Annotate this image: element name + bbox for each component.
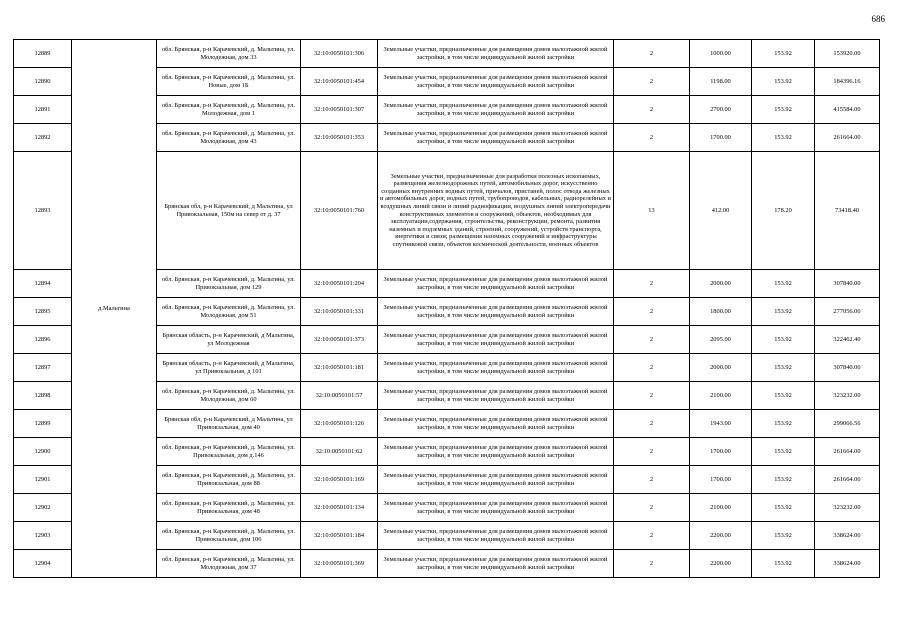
cadastral-number: 32:10:0050101:169 [301, 466, 378, 494]
table-body [14, 40, 880, 578]
cadastral-number: 32:10:0050101:181 [301, 354, 378, 382]
address-cell: обл. Брянская, р-н Карачевский, д. Мальтина, ул. Привокзальная, дом д.146 [157, 438, 301, 466]
group-number: 2 [614, 550, 690, 578]
cadastral-value: 153920.00 [815, 40, 880, 68]
land-purpose: Земельные участки, предназначенные для размещения домов малоэтажной жилой застройки, в том числе индивидуальной жилой застройки [378, 40, 614, 68]
cadastral-value: 277056.00 [815, 298, 880, 326]
row-number: 12896 [14, 326, 72, 354]
land-purpose: Земельные участки, предназначенные для размещения домов малоэтажной жилой застройки, в том числе индивидуальной жилой застройки [378, 410, 614, 438]
page-number: 686 [871, 14, 885, 24]
group-number: 2 [614, 410, 690, 438]
cadastral-value: 261664.00 [815, 124, 880, 152]
cadastral-value: 323232.00 [815, 494, 880, 522]
land-purpose: Земельные участки, предназначенные для размещения домов малоэтажной жилой застройки, в том числе индивидуальной жилой застройки [378, 494, 614, 522]
address-cell: Брянская обл, р-н Карачевский, д Мальтина, ул Привокзальная, дом 40 [157, 410, 301, 438]
area-value: 2095.00 [690, 326, 752, 354]
cadastral-number: 32:10:0050101:353 [301, 124, 378, 152]
land-purpose: Земельные участки, предназначенные для размещения домов малоэтажной жилой застройки, в том числе индивидуальной жилой застройки [378, 68, 614, 96]
cadastral-number: 32:10:0050101:760 [301, 152, 378, 270]
group-number: 2 [614, 354, 690, 382]
area-value: 1700.00 [690, 466, 752, 494]
cadastral-value: 307840.00 [815, 270, 880, 298]
address-cell: обл. Брянская, р-н Карачевский, д. Мальтина, ул. Молодежная, дом 1 [157, 96, 301, 124]
land-purpose: Земельные участки, предназначенные для размещения домов малоэтажной жилой застройки, в том числе индивидуальной жилой застройки [378, 522, 614, 550]
address-cell: обл. Брянская, р-н Карачевский, д. Мальтина, ул. Молодежная, дом 43 [157, 124, 301, 152]
cadastral-number: 32:10:0050101:184 [301, 522, 378, 550]
group-number: 2 [614, 68, 690, 96]
specific-value: 153.92 [752, 354, 815, 382]
group-number: 2 [614, 270, 690, 298]
land-purpose: Земельные участки, предназначенные для размещения домов малоэтажной жилой застройки, в том числе индивидуальной жилой застройки [378, 550, 614, 578]
cadastral-number: 32:10:0050101:454 [301, 68, 378, 96]
address-cell: Брянская область, р-н Карачевский, д Мальтина, ул Привокзальная, д 101 [157, 354, 301, 382]
row-number: 12892 [14, 124, 72, 152]
land-purpose: Земельные участки, предназначенные для размещения домов малоэтажной жилой застройки, в том числе индивидуальной жилой застройки [378, 466, 614, 494]
cadastral-value-table [13, 39, 880, 578]
area-value: 2200.00 [690, 522, 752, 550]
land-purpose: Земельные участки, предназначенные для разработки полезных ископаемых, размещения железнодорожных путей, автомобильных дорог, искусственно созданных внутренних водных путей, причалов, пристаней, полос отвода железных и автомобильных дорог, водных путей, трубопроводов, кабельных, радиорелейных и воздушных линий связи и линий радиофикации, воздушных линий электропередачи конструктивных элементов и сооружений, объектов, необходимых для эксплуатации,содержания, строительства, реконструкции, ремонта, развития наземных и подземных зданий, строений, сооружений, устройств транспорта, энергетики и связи; размещения наземных сооружений и инфраструктуры спутниковой связи, объектов космической деятельности, военных объектов [378, 152, 614, 270]
specific-value: 153.92 [752, 522, 815, 550]
row-number: 12894 [14, 270, 72, 298]
cadastral-value: 307840.00 [815, 354, 880, 382]
row-number: 12899 [14, 410, 72, 438]
area-value: 1943.00 [690, 410, 752, 438]
land-purpose: Земельные участки, предназначенные для размещения домов малоэтажной жилой застройки, в том числе индивидуальной жилой застройки [378, 382, 614, 410]
area-value: 1000.00 [690, 40, 752, 68]
row-number: 12893 [14, 152, 72, 270]
specific-value: 153.92 [752, 326, 815, 354]
land-purpose: Земельные участки, предназначенные для размещения домов малоэтажной жилой застройки, в том числе индивидуальной жилой застройки [378, 124, 614, 152]
specific-value: 153.92 [752, 124, 815, 152]
land-purpose: Земельные участки, предназначенные для размещения домов малоэтажной жилой застройки, в том числе индивидуальной жилой застройки [378, 354, 614, 382]
group-number: 2 [614, 438, 690, 466]
row-number: 12889 [14, 40, 72, 68]
address-cell: обл. Брянская, р-н Карачевский, д. Мальтина, ул. Молодежная, дом 60 [157, 382, 301, 410]
cadastral-number: 32:10:0050101:62 [301, 438, 378, 466]
address-cell: Брянская область, р-н Карачевский, д Мальтина, ул Молодежная [157, 326, 301, 354]
group-number: 2 [614, 494, 690, 522]
area-value: 1198.00 [690, 68, 752, 96]
table-row [14, 40, 880, 68]
group-number: 2 [614, 522, 690, 550]
specific-value: 178.20 [752, 152, 815, 270]
area-value: 2000.00 [690, 270, 752, 298]
cadastral-number: 32:10:0050101:331 [301, 298, 378, 326]
address-cell: Брянская обл, р-н Карачевский, д Мальтина, ул Привокзальная, 150м на север от д. 37 [157, 152, 301, 270]
row-number: 12890 [14, 68, 72, 96]
specific-value: 153.92 [752, 410, 815, 438]
locality-cell: д.Мальтина [72, 40, 157, 578]
group-number: 2 [614, 40, 690, 68]
address-cell: обл. Брянская, р-н Карачевский, д. Мальтина, ул. Привокзальная, дом 129 [157, 270, 301, 298]
area-value: 2100.00 [690, 494, 752, 522]
address-cell: обл. Брянская, р-н Карачевский, д. Мальтина, ул. Молодежная, дом 37 [157, 550, 301, 578]
cadastral-number: 32:10:0050101:306 [301, 40, 378, 68]
land-purpose: Земельные участки, предназначенные для размещения домов малоэтажной жилой застройки, в том числе индивидуальной жилой застройки [378, 96, 614, 124]
cadastral-value: 299066.56 [815, 410, 880, 438]
cadastral-value: 323232.00 [815, 382, 880, 410]
cadastral-value: 338624.00 [815, 550, 880, 578]
address-cell: обл. Брянская, р-н Карачевский, д. Мальтина, ул. Привокзальная, дом 106 [157, 522, 301, 550]
row-number: 12895 [14, 298, 72, 326]
area-value: 412.00 [690, 152, 752, 270]
group-number: 2 [614, 326, 690, 354]
row-number: 12903 [14, 522, 72, 550]
specific-value: 153.92 [752, 550, 815, 578]
row-number: 12902 [14, 494, 72, 522]
address-cell: обл. Брянская, р-н Карачевский, д. Мальтина, ул. Привокзальная, дом 88 [157, 466, 301, 494]
cadastral-number: 32:10:0050101:369 [301, 550, 378, 578]
address-cell: обл. Брянская, р-н Карачевский, д. Мальтина, ул. Новые, дом 1Б [157, 68, 301, 96]
area-value: 1700.00 [690, 438, 752, 466]
cadastral-number: 32:10:0050101:57 [301, 382, 378, 410]
cadastral-number: 32:10:0050101:204 [301, 270, 378, 298]
group-number: 13 [614, 152, 690, 270]
area-value: 2700.00 [690, 96, 752, 124]
row-number: 12900 [14, 438, 72, 466]
row-number: 12898 [14, 382, 72, 410]
cadastral-value: 338624.00 [815, 522, 880, 550]
cadastral-number: 32:10:0050101:307 [301, 96, 378, 124]
cadastral-value: 261664.00 [815, 438, 880, 466]
area-value: 1700.00 [690, 124, 752, 152]
area-value: 2000.00 [690, 354, 752, 382]
cadastral-value: 261664.00 [815, 466, 880, 494]
address-cell: обл. Брянская, р-н Карачевский, д. Мальтина, ул. Молодежная, дом 33 [157, 40, 301, 68]
specific-value: 153.92 [752, 382, 815, 410]
cadastral-value: 73418.40 [815, 152, 880, 270]
specific-value: 153.92 [752, 68, 815, 96]
cadastral-value: 184396.16 [815, 68, 880, 96]
address-cell: обл. Брянская, р-н Карачевский, д. Мальтина, ул. Молодежная, дом 51 [157, 298, 301, 326]
specific-value: 153.92 [752, 40, 815, 68]
specific-value: 153.92 [752, 298, 815, 326]
area-value: 2200.00 [690, 550, 752, 578]
group-number: 2 [614, 298, 690, 326]
cadastral-value: 415584.00 [815, 96, 880, 124]
group-number: 2 [614, 382, 690, 410]
row-number: 12891 [14, 96, 72, 124]
specific-value: 153.92 [752, 438, 815, 466]
cadastral-number: 32:10:0050101:373 [301, 326, 378, 354]
specific-value: 153.92 [752, 466, 815, 494]
cadastral-number: 32:10:0050101:126 [301, 410, 378, 438]
area-value: 1800.00 [690, 298, 752, 326]
land-purpose: Земельные участки, предназначенные для размещения домов малоэтажной жилой застройки, в том числе индивидуальной жилой застройки [378, 298, 614, 326]
specific-value: 153.92 [752, 96, 815, 124]
land-purpose: Земельные участки, предназначенные для размещения домов малоэтажной жилой застройки, в том числе индивидуальной жилой застройки [378, 438, 614, 466]
address-cell: обл. Брянская, р-н Карачевский, д. Мальтина, ул. Привокзальная, дом 48 [157, 494, 301, 522]
group-number: 2 [614, 124, 690, 152]
row-number: 12901 [14, 466, 72, 494]
area-value: 2100.00 [690, 382, 752, 410]
land-purpose: Земельные участки, предназначенные для размещения домов малоэтажной жилой застройки, в том числе индивидуальной жилой застройки [378, 326, 614, 354]
group-number: 2 [614, 466, 690, 494]
land-purpose: Земельные участки, предназначенные для размещения домов малоэтажной жилой застройки, в том числе индивидуальной жилой застройки [378, 270, 614, 298]
group-number: 2 [614, 96, 690, 124]
cadastral-value: 322462.40 [815, 326, 880, 354]
specific-value: 153.92 [752, 494, 815, 522]
cadastral-number: 32:10:0050101:134 [301, 494, 378, 522]
row-number: 12897 [14, 354, 72, 382]
row-number: 12904 [14, 550, 72, 578]
specific-value: 153.92 [752, 270, 815, 298]
